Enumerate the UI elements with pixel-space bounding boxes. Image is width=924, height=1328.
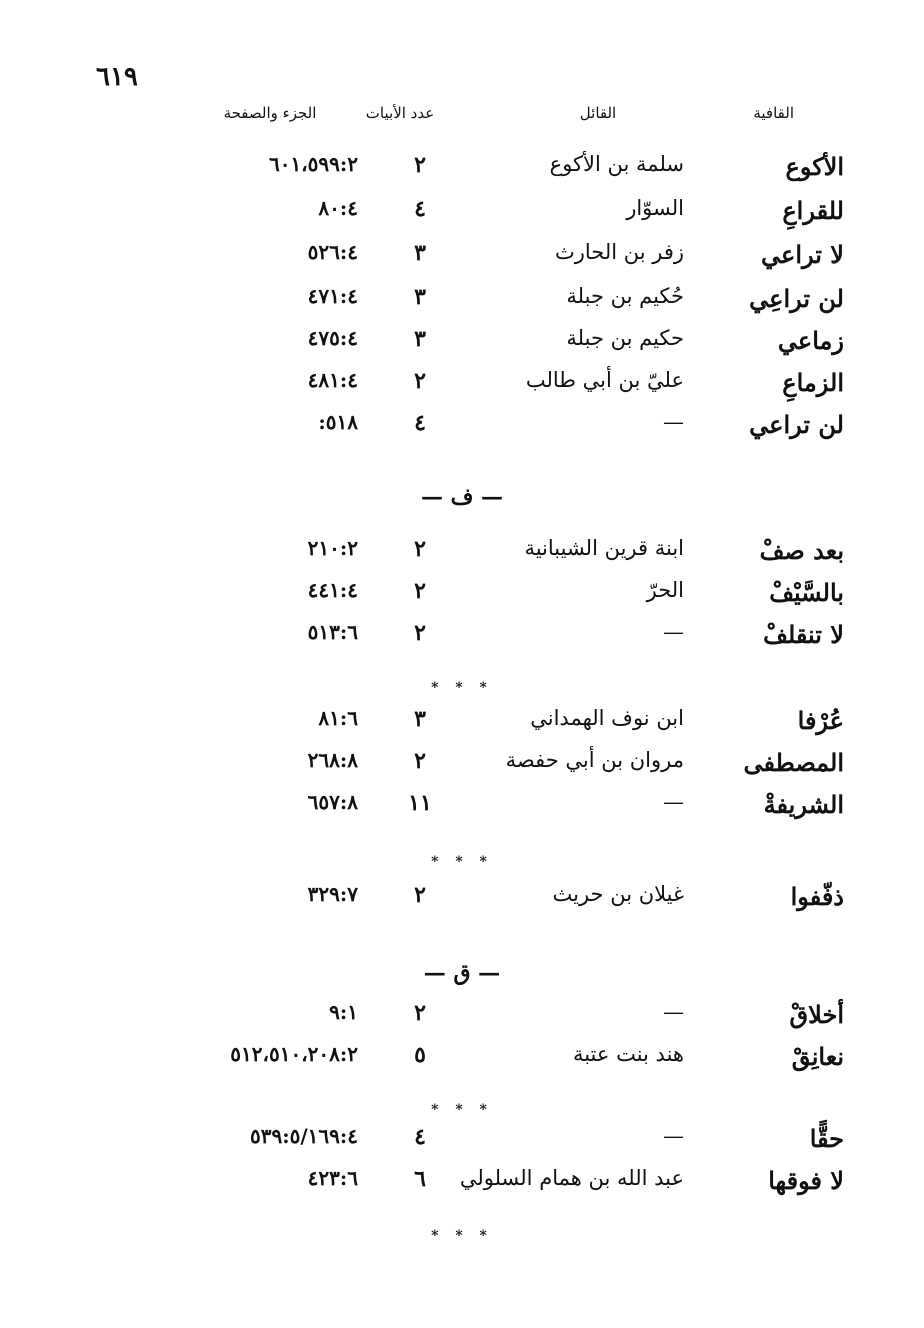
qaail-cell: مروان بن أبي حفصة: [505, 748, 684, 772]
qafiya-cell: بالسَّيْفْ: [769, 578, 844, 607]
count-cell: ٢: [414, 152, 426, 178]
table-row: [0, 1000, 924, 1040]
table-row: [0, 578, 924, 618]
qafiya-cell: الزماعِ: [782, 368, 844, 397]
table-row: [0, 1124, 924, 1164]
count-cell: ٣: [414, 326, 426, 352]
reference-cell: ٥١٨:: [318, 410, 358, 434]
qaail-cell: ابنة قرين الشيبانية: [524, 536, 684, 560]
separator-stars: * * *: [431, 1228, 493, 1244]
qafiya-cell: عُرْفا: [797, 706, 844, 735]
qafiya-cell: زماعي: [777, 326, 844, 355]
qaail-cell: —: [663, 1124, 684, 1148]
qaail-cell: هند بنت عتبة: [572, 1042, 684, 1066]
reference-cell: ٨١:٦: [318, 706, 358, 730]
qafiya-cell: حقًّا: [809, 1124, 844, 1153]
qaail-cell: سلمة بن الأكوع: [549, 152, 684, 176]
count-cell: ١١: [408, 790, 432, 816]
reference-cell: ٨٠:٤: [318, 196, 358, 220]
header-count: عدد الأبيات: [365, 104, 435, 122]
qafiya-cell: لن تراعي: [749, 410, 844, 439]
table-row: [0, 368, 924, 408]
reference-cell: ٤٧٥:٤: [307, 326, 358, 350]
qaail-cell: حكيم بن جبلة: [566, 326, 684, 350]
qafiya-cell: ذفّفوا: [790, 882, 844, 911]
qaail-cell: —: [663, 620, 684, 644]
qafiya-cell: أخلاقْ: [789, 1000, 844, 1029]
reference-cell: ٦٥٧:٨: [307, 790, 358, 814]
reference-cell: ٤٨١:٤: [307, 368, 358, 392]
page-number: ٦١٩: [96, 62, 138, 92]
table-row: [0, 536, 924, 576]
qafiya-cell: نعانِقْ: [791, 1042, 844, 1071]
count-cell: ٢: [414, 578, 426, 604]
qaail-cell: عليّ بن أبي طالب: [525, 368, 684, 392]
count-cell: ٣: [414, 706, 426, 732]
count-cell: ٣: [414, 240, 426, 266]
reference-cell: ٣٢٩:٧: [307, 882, 358, 906]
qaail-cell: السوّار: [626, 196, 684, 220]
count-cell: ٢: [414, 882, 426, 908]
table-row: [0, 240, 924, 280]
qafiya-cell: لا فوقها: [768, 1166, 844, 1195]
section-title-qaf: — ق —: [423, 960, 501, 986]
header-reference: الجزء والصفحة: [223, 104, 317, 122]
reference-cell: ٤٢٣:٦: [307, 1166, 358, 1190]
count-cell: ٣: [414, 284, 426, 310]
reference-cell: ٤٧١:٤: [307, 284, 358, 308]
count-cell: ٢: [414, 536, 426, 562]
count-cell: ٤: [414, 1124, 426, 1150]
count-cell: ٢: [414, 1000, 426, 1026]
count-cell: ٥: [414, 1042, 426, 1068]
qaail-cell: زفر بن الحارث: [554, 240, 684, 264]
table-row: [0, 152, 924, 192]
count-cell: ٢: [414, 368, 426, 394]
table-row: [0, 196, 924, 236]
table-row: [0, 284, 924, 324]
reference-cell: ٩:١: [329, 1000, 358, 1024]
qaail-cell: غيلان بن حريث: [552, 882, 684, 906]
count-cell: ٦: [414, 1166, 426, 1192]
qafiya-cell: لا تنقلفْ: [763, 620, 844, 649]
qafiya-cell: لا تراعي: [761, 240, 844, 269]
qafiya-cell: المصطفى: [743, 748, 844, 777]
reference-cell: ٥١٣:٦: [307, 620, 358, 644]
reference-cell: ٥٢٦:٤: [307, 240, 358, 264]
separator-stars: * * *: [431, 854, 493, 870]
count-cell: ٢: [414, 620, 426, 646]
table-row: [0, 620, 924, 660]
header-qafiya: القافية: [753, 104, 794, 122]
reference-cell: ٢٦٨:٨: [307, 748, 358, 772]
table-row: [0, 1042, 924, 1082]
count-cell: ٢: [414, 748, 426, 774]
qafiya-cell: بعد صفْ: [759, 536, 844, 565]
table-row: [0, 790, 924, 830]
reference-cell: ٢١٠:٢: [307, 536, 358, 560]
reference-cell: ٦٠١،٥٩٩:٢: [268, 152, 358, 176]
qaail-cell: —: [663, 790, 684, 814]
header-qaail: القائل: [579, 104, 617, 122]
reference-cell: ٥١٢،٥١٠،٢٠٨:٢: [230, 1042, 358, 1066]
table-row: [0, 1166, 924, 1206]
table-row: [0, 748, 924, 788]
separator-stars: * * *: [431, 1102, 493, 1118]
qaail-cell: —: [663, 1000, 684, 1024]
qaail-cell: ابن نوف الهمداني: [530, 706, 684, 730]
qafiya-cell: لن تراعِي: [749, 284, 844, 313]
table-row: [0, 326, 924, 366]
table-row: [0, 882, 924, 922]
section-title-fa: — ف —: [420, 484, 504, 510]
table-row: [0, 410, 924, 450]
qaail-cell: عبد الله بن همام السلولي: [459, 1166, 684, 1190]
qafiya-cell: الشريفةْ: [763, 790, 844, 819]
qaail-cell: —: [663, 410, 684, 434]
count-cell: ٤: [414, 410, 426, 436]
reference-cell: ٤٤١:٤: [307, 578, 358, 602]
qaail-cell: الحرّ: [646, 578, 684, 602]
reference-cell: ٥٣٩:٥/١٦٩:٤: [249, 1124, 358, 1148]
table-row: [0, 706, 924, 746]
qafiya-cell: الأكوع: [785, 152, 844, 181]
count-cell: ٤: [414, 196, 426, 222]
separator-stars: * * *: [431, 680, 493, 696]
qaail-cell: حُكيم بن جبلة: [566, 284, 684, 308]
qafiya-cell: للقراعِ: [782, 196, 844, 225]
